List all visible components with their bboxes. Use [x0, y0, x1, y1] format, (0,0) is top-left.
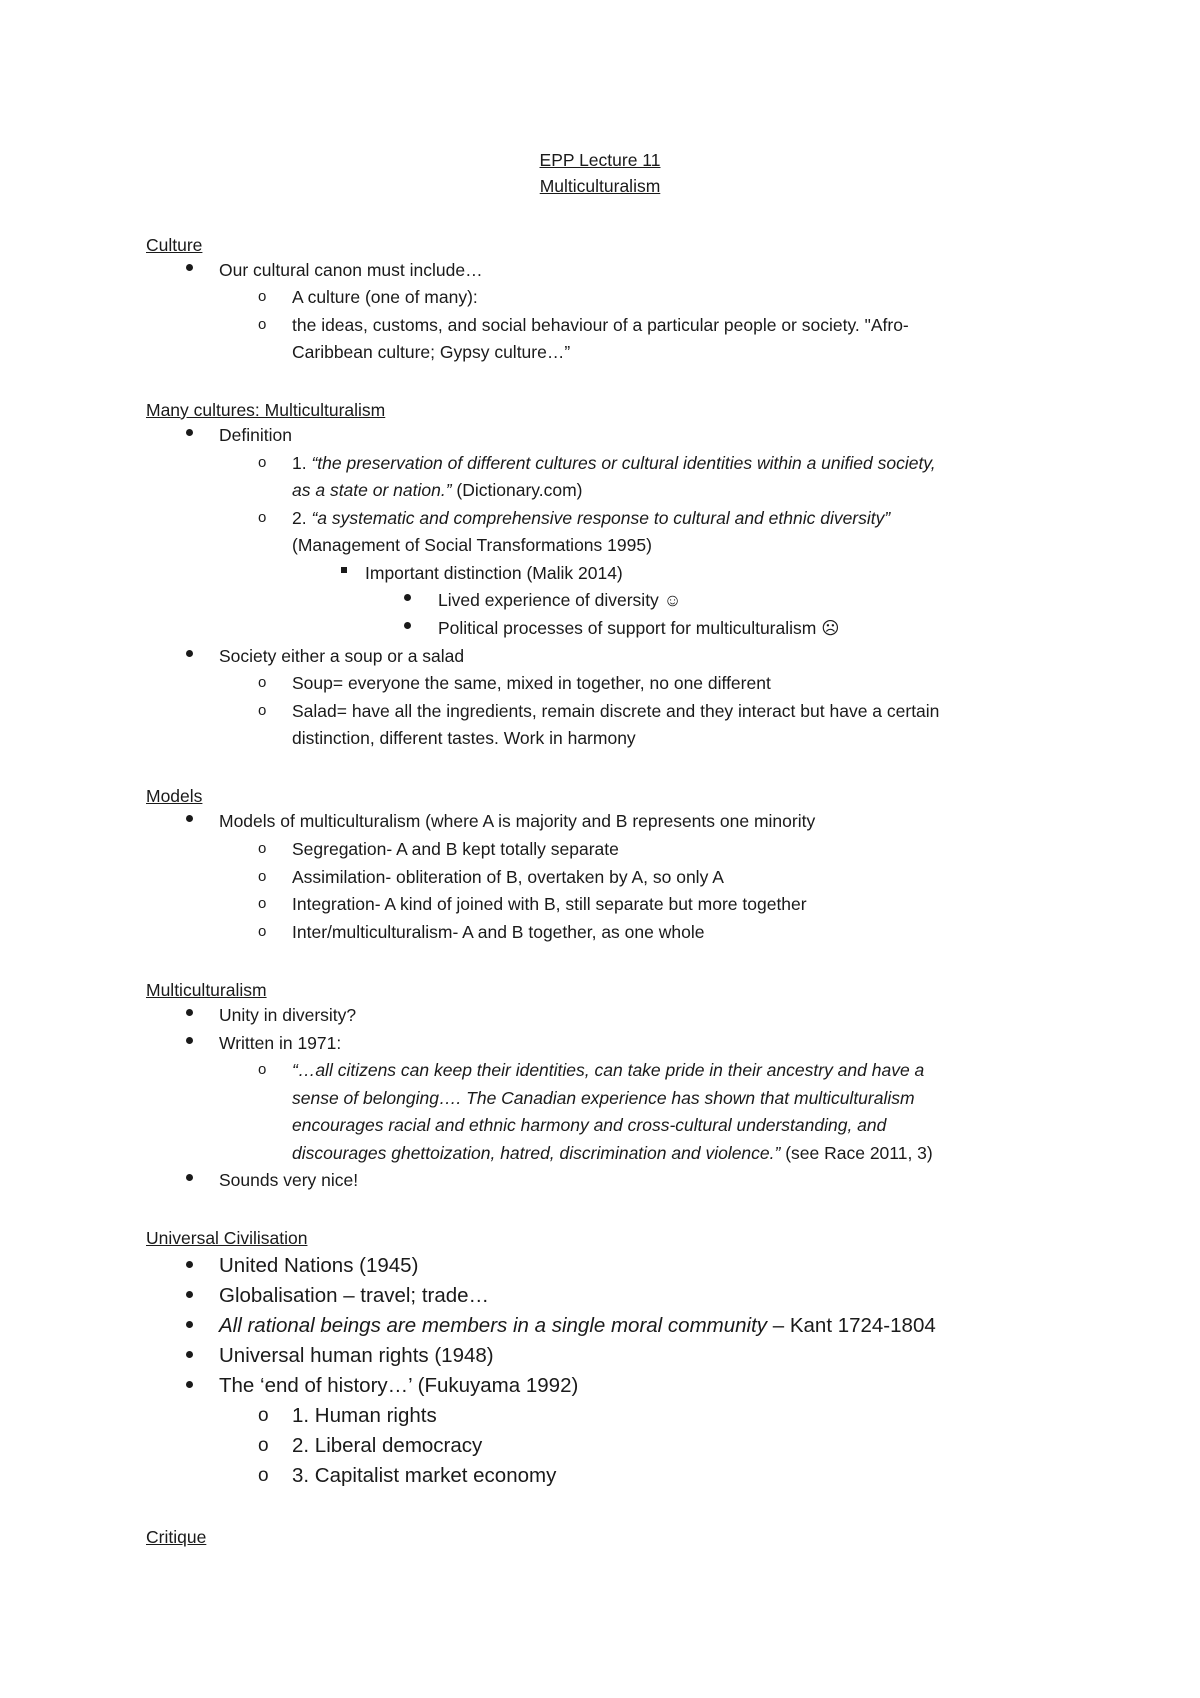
list-item: A culture (one of many):	[292, 287, 478, 307]
bullet-dot-icon	[186, 650, 193, 657]
quote-line: “…all citizens can keep their identities, can take pride in their ancestry and have a	[292, 1060, 925, 1080]
list-item: Our cultural canon must include…	[219, 260, 483, 280]
document-subtitle: Multiculturalism	[539, 176, 661, 196]
bullet-dot-icon	[404, 594, 411, 601]
list-item: Political processes of support for multiculturalism ☹	[438, 618, 840, 638]
bullet-dot-icon	[186, 1351, 193, 1358]
list-item: Segregation- A and B kept totally separate	[292, 839, 619, 859]
bullet-circle-icon: o	[258, 674, 267, 691]
bullet-circle-icon: o	[258, 1465, 269, 1486]
bullet-circle-icon: o	[258, 1061, 267, 1078]
section-heading-many-cultures: Many cultures: Multiculturalism	[146, 400, 386, 420]
section-heading-critique: Critique	[146, 1527, 207, 1547]
quote-line: sense of belonging…. The Canadian experience has shown that multiculturalism	[292, 1088, 915, 1108]
list-item: the ideas, customs, and social behaviour of a particular people or society. "Afro-	[292, 315, 909, 335]
list-item: Society either a soup or a salad	[219, 646, 465, 666]
list-item: Salad= have all the ingredients, remain discrete and they interact but have a certain	[292, 701, 940, 721]
definition-1	[292, 450, 936, 476]
list-item: Globalisation – travel; trade…	[219, 1284, 490, 1307]
bullet-circle-icon: o	[258, 316, 267, 333]
definition-quote: “the preservation of different cultures or cultural identities within a unified society,	[311, 453, 936, 473]
list-item: 3. Capitalist market economy	[292, 1464, 557, 1487]
section-heading-universal-civilisation: Universal Civilisation	[146, 1228, 308, 1248]
bullet-circle-icon: o	[258, 288, 267, 305]
list-item: Written in 1971:	[219, 1033, 342, 1053]
bullet-circle-icon: o	[258, 1405, 269, 1426]
list-item: 1. Human rights	[292, 1404, 437, 1427]
list-item	[219, 1311, 936, 1341]
bullet-circle-icon: o	[258, 840, 267, 857]
quote-text: discourages ghettoization, hatred, discrimination and violence.”	[292, 1143, 781, 1163]
list-item-continuation: distinction, different tastes. Work in harmony	[292, 728, 636, 748]
document-title: EPP Lecture 11	[539, 150, 661, 170]
bullet-circle-icon: o	[258, 454, 267, 471]
section-heading-models: Models	[146, 786, 203, 806]
bullet-dot-icon	[186, 815, 193, 822]
definition-source: (Management of Social Transformations 1995)	[292, 535, 652, 555]
definition-source: (Dictionary.com)	[451, 480, 583, 500]
bullet-circle-icon: o	[258, 702, 267, 719]
bullet-circle-icon: o	[258, 895, 267, 912]
quote-line: encourages racial and ethnic harmony and cross-cultural understanding, and	[292, 1115, 887, 1135]
bullet-circle-icon: o	[258, 923, 267, 940]
list-item: Soup= everyone the same, mixed in together, no one different	[292, 673, 771, 693]
list-item: 2. Liberal democracy	[292, 1434, 483, 1457]
list-item: Assimilation- obliteration of B, overtaken by A, so only A	[292, 867, 724, 887]
bullet-dot-icon	[186, 264, 193, 271]
list-item: Inter/multiculturalism- A and B together, as one whole	[292, 922, 705, 942]
kant-attribution: – Kant 1724-1804	[767, 1314, 936, 1337]
section-heading-multiculturalism: Multiculturalism	[146, 980, 267, 1000]
definition-number: 1.	[292, 453, 312, 473]
definition-quote: “a systematic and comprehensive response to cultural and ethnic diversity”	[311, 508, 891, 528]
bullet-dot-icon	[186, 429, 193, 436]
definition-1-continuation	[292, 477, 583, 503]
bullet-dot-icon	[186, 1381, 193, 1388]
kant-quote: All rational beings are members in a single moral community	[219, 1314, 768, 1337]
list-item: Definition	[219, 425, 292, 445]
bullet-dot-icon	[404, 622, 411, 629]
quote-source: (see Race 2011, 3)	[780, 1143, 933, 1163]
list-item: Lived experience of diversity ☺	[438, 590, 682, 610]
list-item: Integration- A kind of joined with B, still separate but more together	[292, 894, 807, 914]
bullet-dot-icon	[186, 1261, 193, 1268]
list-item: United Nations (1945)	[219, 1254, 419, 1277]
list-item: Models of multiculturalism (where A is majority and B represents one minority	[219, 811, 816, 831]
definition-number: 2.	[292, 508, 312, 528]
list-item: Sounds very nice!	[219, 1170, 359, 1190]
bullet-square-icon	[341, 567, 347, 573]
list-item: The ‘end of history…’ (Fukuyama 1992)	[219, 1374, 579, 1397]
bullet-circle-icon: o	[258, 509, 267, 526]
bullet-dot-icon	[186, 1037, 193, 1044]
bullet-circle-icon: o	[258, 868, 267, 885]
list-item-continuation: Caribbean culture; Gypsy culture…”	[292, 342, 571, 362]
definition-2	[292, 505, 890, 531]
bullet-circle-icon: o	[258, 1435, 269, 1456]
list-item: Universal human rights (1948)	[219, 1344, 494, 1367]
bullet-dot-icon	[186, 1291, 193, 1298]
bullet-dot-icon	[186, 1009, 193, 1016]
quote-line-last	[292, 1140, 933, 1166]
section-heading-culture: Culture	[146, 235, 203, 255]
list-item: Unity in diversity?	[219, 1005, 357, 1025]
bullet-dot-icon	[186, 1174, 193, 1181]
list-item: Important distinction (Malik 2014)	[365, 563, 623, 583]
definition-quote: as a state or nation.”	[292, 480, 452, 500]
bullet-dot-icon	[186, 1321, 193, 1328]
